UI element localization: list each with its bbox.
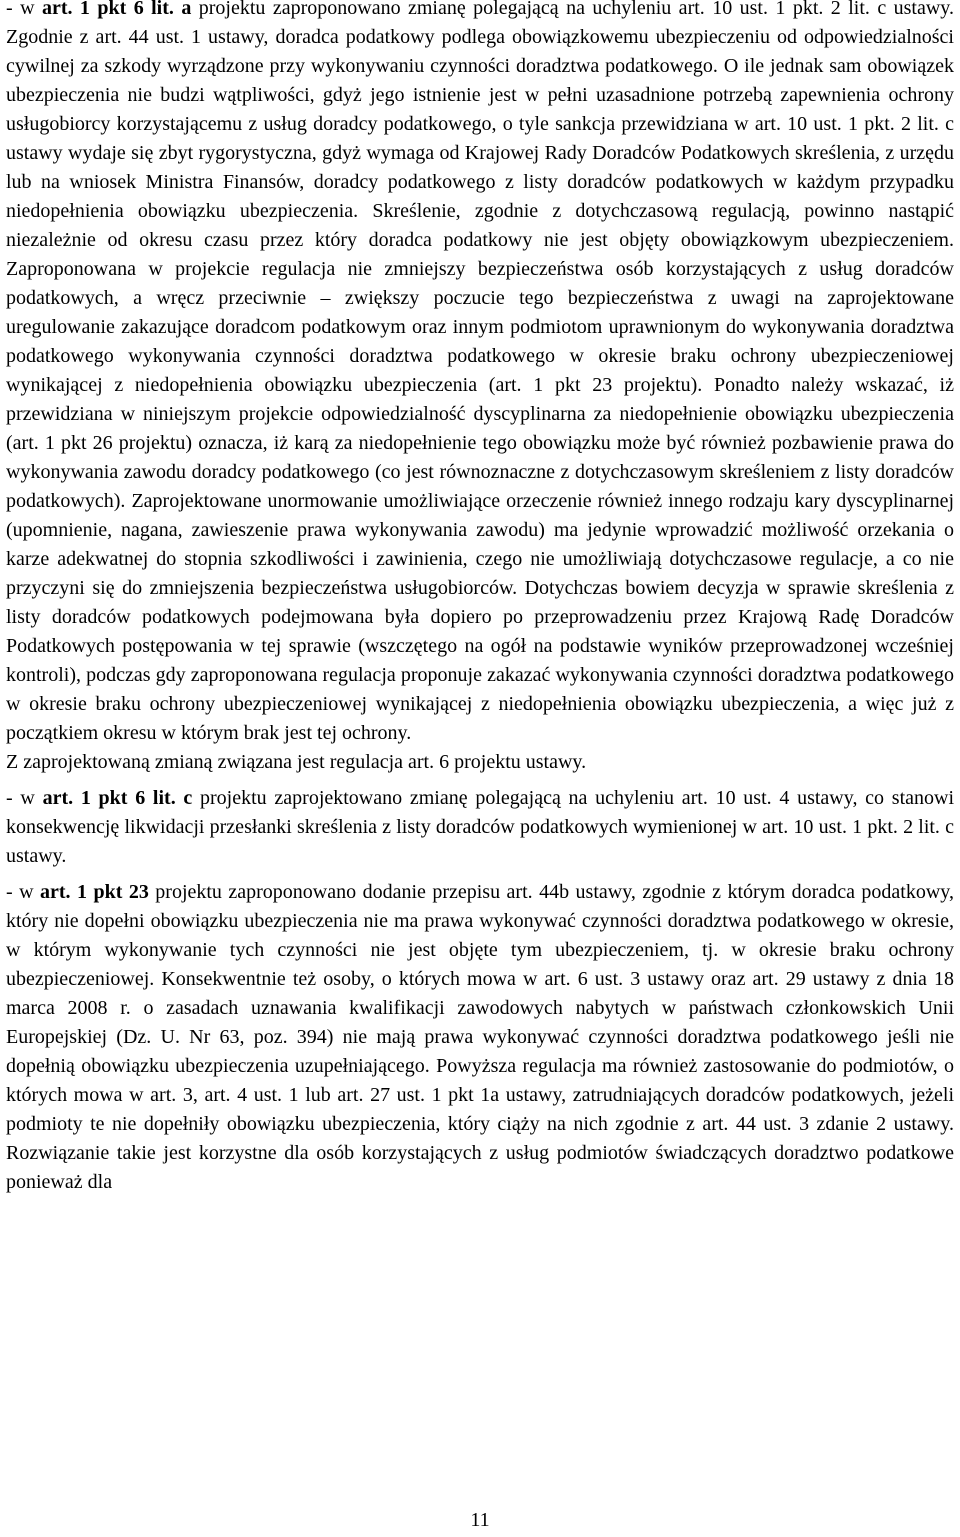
paragraph-prefix: - w bbox=[6, 881, 41, 903]
paragraph-art-1-pkt-23 bbox=[6, 878, 954, 1197]
paragraph-prefix: - w bbox=[6, 787, 43, 809]
paragraph-text: projektu zaproponowano zmianę polegającą na uchyleniu art. 10 ust. 1 pkt. 2 lit. c ustawy. Zgodnie z art. 44 ust. 1 ustawy, doradca podatkowy podlega obowiązkowemu ubezpieczeniu od odpowiedzialności cywilnej za szkody wyrządzone przy wykonywaniu czynności doradztwa podatkowego. O ile jednak sam obowiązek ubezpieczenia nie budzi wątpliwości, gdyż jego istnienie jest w pełni uzasadnione potrzebą zapewnienia ochrony usługobiorcy korzystającemu z usług doradcy podatkowego, o tyle sankcja przewidziana w art. 10 ust. 1 pkt. 2 lit. c ustawy wydaje się zbyt rygorystyczna, gdyż wymaga od Krajowej Rady Doradców Podatkowych skreślenia, z urzędu lub na wniosek Ministra Finansów, doradcy podatkowego z listy doradców podatkowych w każdym przypadku niedopełnienia obowiązku ubezpieczenia. Skreślenie, zgodnie z dotychczasową regulacją, powinno nastąpić niezależnie od okresu czasu przez który doradca podatkowy nie jest objęty obowiązkowym ubezpieczeniem. Zaproponowana w projekcie regulacja nie zmniejszy bezpieczeństwa osób korzystających z usług doradców podatkowych, a wręcz przeciwnie – zwiększy poczucie tego bezpieczeństwa z uwagi na zaprojektowane uregulowanie zakazujące doradcom podatkowym oraz innym podmiotom uprawnionym do wykonywania doradztwa podatkowego wykonywania czynności doradztwa podatkowego w okresie braku ochrony ubezpieczeniowej wynikającej z niedopełnienia obowiązku ubezpieczenia (art. 1 pkt 23 projektu). Ponadto należy wskazać, iż przewidziana w niniejszym projekcie odpowiedzialność dyscyplinarna za niedopełnienie obowiązku ubezpieczenia (art. 1 pkt 26 projektu) oznacza, iż karą za niedopełnienie tego obowiązku może być również pozbawienie prawa do wykonywania zawodu doradcy podatkowego (co jest równoznaczne z dotychczasowym skreśleniem z listy doradców podatkowych). Zaprojektowane unormowanie umożliwiające orzeczenie również innego rodzaju kary dyscyplinarnej (upomnienie, nagana, zawieszenie prawa wykonywania zawodu) ma jedynie wprowadzić możliwość orzekania o karze adekwatnej do stopnia szkodliwości i zawinienia, czego nie umożliwiają dotychczasowe regulacje, a co nie przyczyni się do zmniejszenia bezpieczeństwa usługobiorców. Dotychczas bowiem decyzja w sprawie skreślenia z listy doradców podatkowych podejmowana była dopiero po przeprowadzeniu przez Krajową Radę Doradców Podatkowych postępowania w tej sprawie (wszczętego na ogół na podstawie wyników przeprowadzonej wcześniej kontroli), podczas gdy zaproponowana regulacja proponuje zakazać wykonywania czynności doradztwa podatkowego w okresie braku ochrony ubezpieczeniowej wynikającej z niedopełnienia obowiązku ubezpieczenia, a więc już z początkiem okresu w którym brak jest tej ochrony. bbox=[6, 0, 955, 744]
paragraph-text: projektu zaprojektowano zmianę polegającą na uchyleniu art. 10 ust. 4 ustawy, co stanowi konsekwencję likwidacji przesłanki skreślenia z listy doradców podatkowych wymienionej w art. 10 ust. 1 pkt. 2 lit. c ustawy. bbox=[6, 787, 955, 867]
paragraph-text: projektu zaproponowano dodanie przepisu art. 44b ustawy, zgodnie z którym doradca podatkowy, który nie dopełni obowiązku ubezpieczenia nie ma prawa wykonywać czynności doradztwa podatkowego w okresie, w którym wykonywanie tych czynności nie jest objęte tym ubezpieczeniem, tj. w okresie braku ochrony ubezpieczeniowej. Konsekwentnie też osoby, o których mowa w art. 6 ust. 3 ustawy oraz art. 29 ustawy z dnia 18 marca 2008 r. o zasadach uznawania kwalifikacji zawodowych nabytych w państwach członkowskich Unii Europejskiej (Dz. U. Nr 63, poz. 394) nie mają prawa wykonywać czynności doradztwa podatkowego jeśli nie dopełnią obowiązku ubezpieczenia uzupełniającego. Powyższa regulacja ma również zastosowanie do podmiotów, o których mowa w art. 3, art. 4 ust. 1 lub art. 27 ust. 1 pkt 1a ustawy, zatrudniających doradców podatkowych, jeżeli podmioty te nie dopełniły obowiązku ubezpieczenia, który ciąży na nich zgodnie z art. 44 ust. 3 zdanie 2 ustawy. Rozwiązanie takie jest korzystne dla osób korzystających z usług podmiotów świadczących doradztwo podatkowe ponieważ dla bbox=[6, 881, 954, 1193]
paragraph-art-1-pkt-6-lit-c bbox=[6, 784, 954, 871]
article-reference: art. 1 pkt 6 lit. a bbox=[41, 0, 192, 19]
article-reference: art. 1 pkt 6 lit. c bbox=[42, 787, 193, 809]
paragraph-prefix: - w bbox=[6, 0, 42, 19]
page-number: 11 bbox=[470, 1509, 490, 1531]
paragraph-related-regulation bbox=[6, 748, 954, 777]
paragraph-art-1-pkt-6-lit-a bbox=[6, 0, 954, 748]
article-reference: art. 1 pkt 23 bbox=[40, 881, 149, 903]
paragraph-text: Z zaprojektowaną zmianą związana jest regulacja art. 6 projektu ustawy. bbox=[6, 751, 587, 773]
document-body bbox=[6, 0, 954, 1197]
